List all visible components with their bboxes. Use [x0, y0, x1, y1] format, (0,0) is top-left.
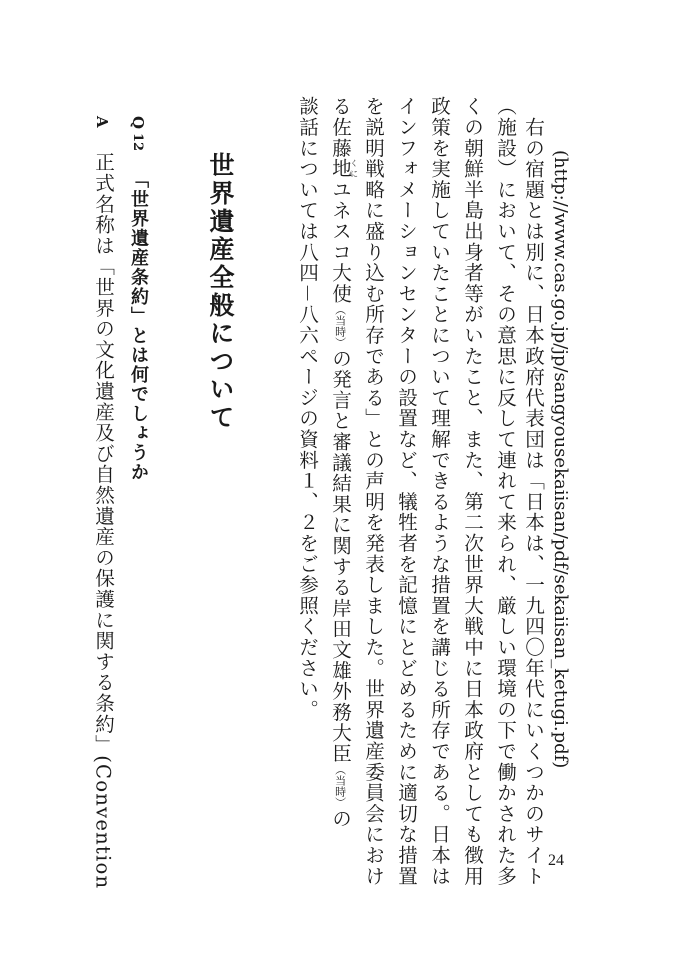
body-line-5: インフォメーションセンターの設置など、犠牲者を記憶にとどめるために適切な措置 — [394, 96, 418, 887]
question-number: 12 — [130, 133, 145, 152]
line7-part3: の発言と審議結果に関する岸田文雄外務大臣 — [328, 348, 352, 765]
question-title: 「世界遺産条約」とは何でしょうか — [128, 170, 149, 482]
body-line-6: を説明戦略に盛り込む所存である」との声明を発表しました。世界遺産委員会におけ — [361, 96, 385, 887]
line7-part2: ユネスコ大使 — [328, 179, 352, 305]
line7-part4: の — [328, 808, 352, 829]
body-line-1: 右の宿題とは別に、日本政府代表団は「日本は、一九四〇年代にいくつかのサイト — [521, 96, 545, 887]
url-line: (http://www.cas.go.jp/jp/sangyousekaiisan/pdf/sekaiisan_ketugi.pdf) — [550, 150, 571, 769]
body-line-7 — [330, 96, 358, 829]
question-marker: Q — [129, 116, 147, 130]
body-line-8: 談話については八四－八六ページの資料１、２をご参照ください。 — [295, 96, 319, 720]
page-number: 24 — [548, 852, 564, 869]
line7-part1: る佐藤 — [328, 96, 352, 159]
ruby-base: 地 — [328, 158, 352, 180]
body-line-2: （施設）において、その意思に反して連れて来られ、厳しい環境の下で働かされた多 — [493, 96, 517, 887]
ruby-reading: くに — [349, 158, 359, 180]
answer-marker: A — [93, 116, 111, 128]
body-line-3: くの朝鮮半島出身者等がいたこと、また、第二次世界大戦中に日本政府としても徴用 — [460, 96, 484, 887]
note-at-the-time-1: （当時） — [333, 304, 347, 349]
furigana-ruby — [328, 158, 359, 180]
section-heading: 世界遺産全般について — [206, 152, 235, 432]
note-at-the-time-2: （当時） — [333, 764, 347, 809]
body-line-4: 政策を実施していたことについて理解できるような措置を講じる所存である。日本は — [427, 96, 451, 887]
answer-text: 正式名称は「世界の文化遺産及び自然遺産の保護に関する条約」(Convention — [91, 152, 115, 890]
